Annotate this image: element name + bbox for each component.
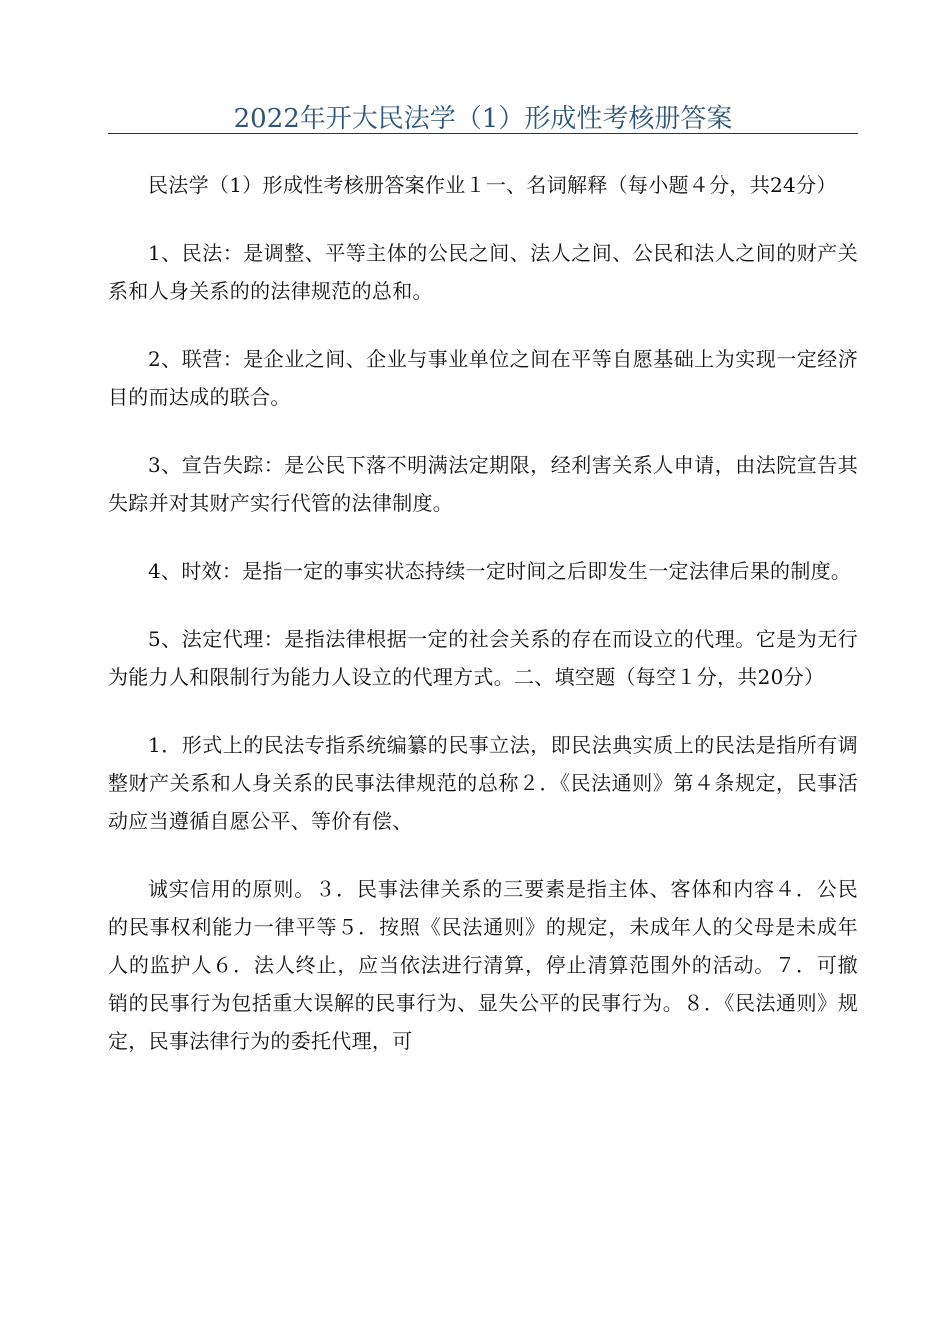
- paragraph-definition-joint-venture: 2、联营：是企业之间、企业与事业单位之间在平等自愿基础上为实现一定经济目的而达成的联合。: [108, 347, 858, 409]
- paragraph-fill-blank-1: 1．形式上的民法专指系统编纂的民事立法，即民法典实质上的民法是指所有调整财产关系和人身关系的民事法律规范的总称２．《民法通则》第４条规定，民事活动应当遵循自愿公平、等价有偿、: [108, 733, 858, 833]
- paragraph-definition-civil-law: 1、民法：是调整、平等主体的公民之间、法人之间、公民和法人之间的财产关系和人身关系的的法律规范的总和。: [108, 241, 858, 303]
- document-title: 2022年开大民法学（1）形成性考核册答案: [233, 104, 733, 134]
- paragraph-definition-limitation: 4、时效：是指一定的事实状态持续一定时间之后即发生一定法律后果的制度。: [148, 559, 852, 583]
- paragraph-definition-declaration-missing: 3、宣告失踪：是公民下落不明满法定期限，经利害关系人申请，由法院宣告其失踪并对其财产实行代管的法律制度。: [108, 453, 858, 515]
- paragraph-intro: 民法学（1）形成性考核册答案作业１一、名词解释（每小题４分，共24分）: [148, 173, 837, 197]
- paragraph-definition-statutory-agency: 5、法定代理：是指法律根据一定的社会关系的存在而设立的代理。它是为无行为能力人和限制行为能力人设立的代理方式。二、填空题（每空１分，共20分）: [108, 627, 858, 689]
- paragraph-fill-blank-2: 诚实信用的原则。３．民事法律关系的三要素是指主体、客体和内容４．公民的民事权利能力一律平等５．按照《民法通则》的规定，未成年人的父母是未成年人的监护人６．法人终止，应当依法进行清算，停止清算范围外的活动。７．可撤销的民事行为包括重大误解的民事行为、显失公平的民事行为。８．《民法通则》规定，民事法律行为的委托代理，可: [108, 877, 858, 1053]
- document-body: [108, 166, 858, 1090]
- title-underline: [108, 133, 858, 134]
